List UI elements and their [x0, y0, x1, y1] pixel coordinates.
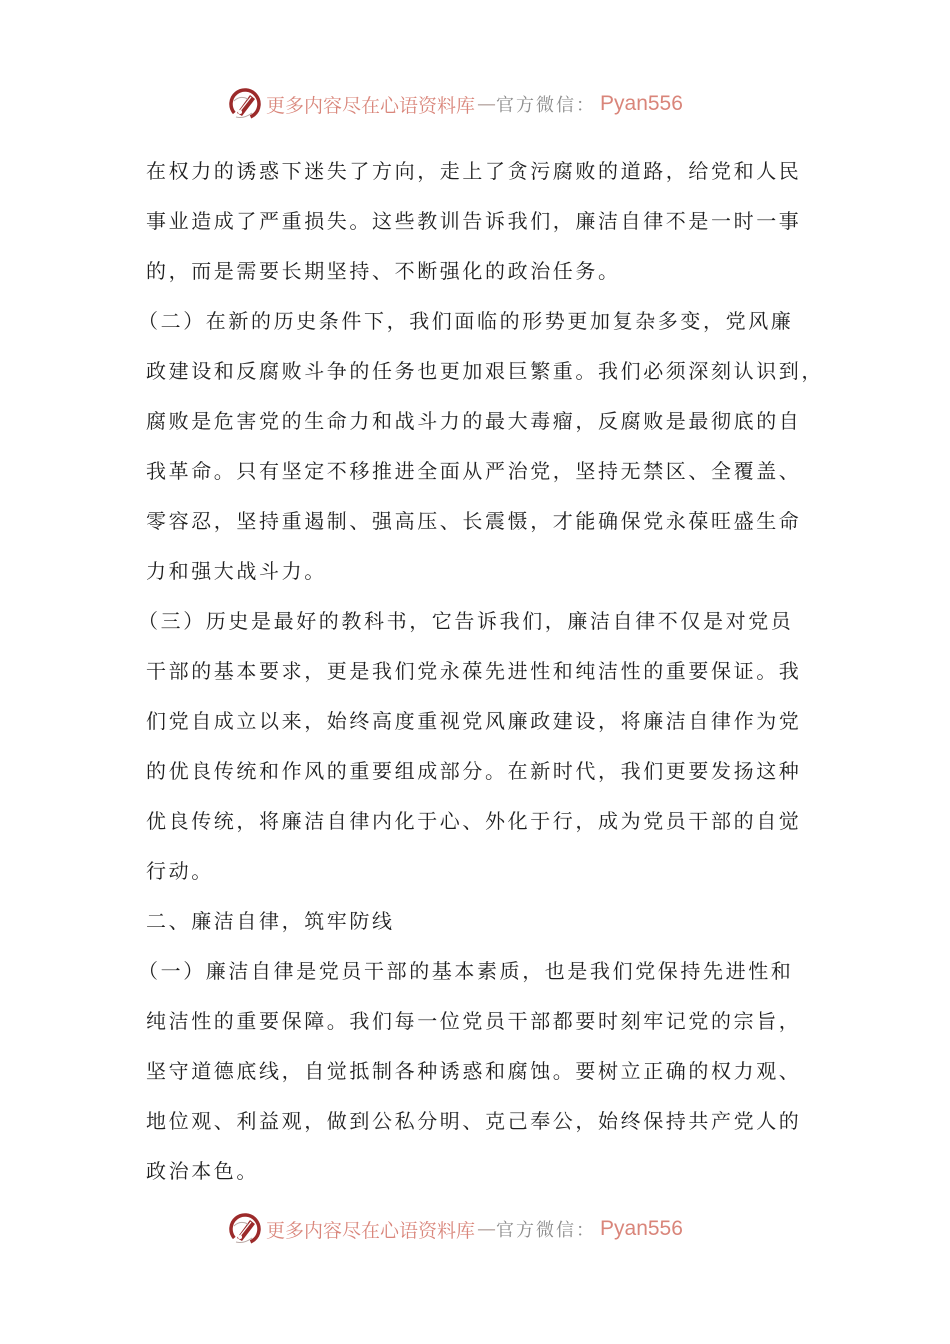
footer-banner — [228, 1211, 683, 1247]
body-line: 在权力的诱惑下迷失了方向，走上了贪污腐败的道路，给党和人民 — [146, 159, 802, 183]
banner-wechat-label: 官方微信： — [496, 95, 597, 116]
body-line: 我革命。只有坚定不移推进全面从严治党，坚持无禁区、全覆盖、 — [146, 459, 802, 483]
body-line: 腐败是危害党的生命力和战斗力的最大毒瘤，反腐败是最彻底的自 — [146, 409, 802, 433]
body-line: 坚守道德底线，自觉抵制各种诱惑和腐蚀。要树立正确的权力观、 — [146, 1059, 802, 1083]
header-banner — [228, 86, 683, 122]
banner-wechat-id: Pyan556 — [600, 92, 683, 115]
body-line: 的优良传统和作风的重要组成部分。在新时代，我们更要发扬这种 — [146, 759, 802, 783]
banner-dash: — — [477, 93, 495, 115]
quill-pen-logo-icon — [228, 87, 262, 121]
body-line: 零容忍，坚持重遏制、强高压、长震慑，才能确保党永葆旺盛生命 — [146, 509, 802, 533]
banner-wechat-label: 官方微信： — [496, 1220, 597, 1241]
body-line: 们党自成立以来，始终高度重视党风廉政建设，将廉洁自律作为党 — [146, 709, 802, 733]
section-paragraph-start: （三）历史是最好的教科书，它告诉我们，廉洁自律不仅是对党员 — [138, 609, 794, 633]
section-heading: 二、廉洁自律，筑牢防线 — [146, 909, 395, 933]
document-body — [138, 153, 824, 1203]
body-line: 政建设和反腐败斗争的任务也更加艰巨繁重。我们必须深刻认识到， — [146, 359, 824, 383]
body-line: 纯洁性的重要保障。我们每一位党员干部都要时刻牢记党的宗旨， — [146, 1009, 802, 1033]
body-line: 力和强大战斗力。 — [146, 559, 327, 583]
banner-wechat-id: Pyan556 — [600, 1217, 683, 1240]
body-line: 事业造成了严重损失。这些教训告诉我们，廉洁自律不是一时一事 — [146, 209, 802, 233]
body-line: 地位观、利益观，做到公私分明、克己奉公，始终保持共产党人的 — [146, 1109, 802, 1133]
section-paragraph-start: （一）廉洁自律是党员干部的基本素质，也是我们党保持先进性和 — [138, 959, 794, 983]
body-line: 行动。 — [146, 859, 214, 883]
body-line: 优良传统，将廉洁自律内化于心、外化于行，成为党员干部的自觉 — [146, 809, 802, 833]
section-paragraph-start: （二）在新的历史条件下，我们面临的形势更加复杂多变，党风廉 — [138, 309, 794, 333]
banner-dash: — — [477, 1218, 495, 1240]
body-line: 政治本色。 — [146, 1159, 259, 1183]
body-line: 的，而是需要长期坚持、不断强化的政治任务。 — [146, 259, 621, 283]
body-line: 干部的基本要求，更是我们党永葆先进性和纯洁性的重要保证。我 — [146, 659, 802, 683]
banner-main-text: 更多内容尽在心语资料库 — [266, 94, 476, 117]
quill-pen-logo-icon — [228, 1212, 262, 1246]
banner-main-text: 更多内容尽在心语资料库 — [266, 1219, 476, 1242]
